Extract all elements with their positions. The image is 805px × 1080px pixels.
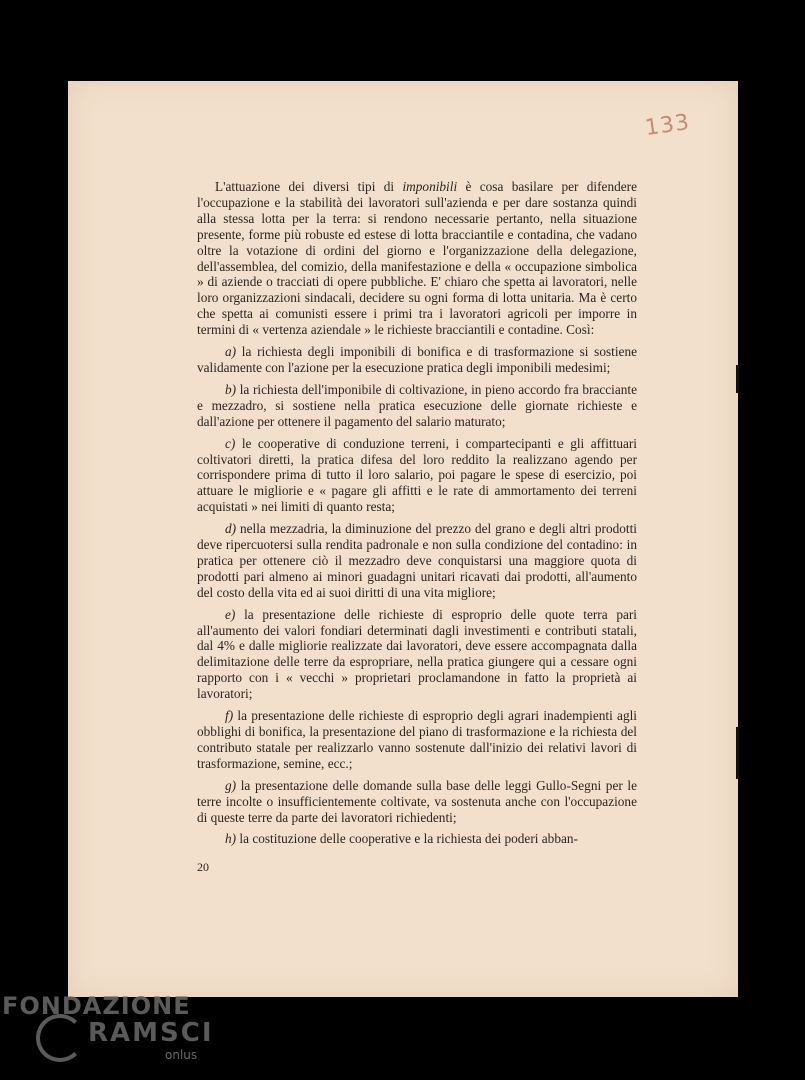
list-letter: g) [225,777,237,793]
watermark-line1: FONDAZIONE [2,992,191,1020]
list-item-c [197,436,637,516]
list-text: la richiesta degli imponibili di bonifica e di trasformazione si sostiene validamente con l'azione per la esecuzione pratica degli imponibili medesimi; [197,344,637,375]
watermark-suffix: onlus [165,1048,198,1062]
list-letter: f) [225,708,234,724]
list-text: la richiesta dell'imponibile di coltivazione, in pieno accordo fra bracciante e mezzadro, si sostiene nella pratica esecuzione delle giornate richieste e dall'azione per ottenere il pagamento del salario maturato; [197,381,637,429]
list-text: la costituzione delle cooperative e la richiesta dei poderi abban- [239,831,578,847]
intro-italic-term: imponibili [402,179,458,194]
list-letter: c) [225,435,236,451]
list-text: nella mezzadria, la diminuzione del prezzo del grano e degli altri prodotti deve ripercuotersi sulla rendita padronale e non sulla condizione del contadino: in pratica per ottenere ciò il mezzadro deve conquistarsi una maggiore quota di prodotti pari almeno ai minori guadagni unitari ricavati dai prodotti, all'aumento del costo della vita ed ai suoi diritti di una vita migliore; [197,521,637,600]
list-text: la presentazione delle domande sulla base delle leggi Gullo-Segni per le terre incolte o insufficientemente coltivate, va sostenuta anche con l'occupazione di queste terre da parte dei lavoratori richiedenti; [197,777,638,825]
list-letter: e) [225,606,236,622]
intro-text-before: L'attuazione dei diversi tipi di [215,179,403,194]
list-item-e [197,607,637,702]
list-item-h [197,831,637,847]
list-letter: h) [225,831,237,847]
intro-text-after: è cosa basilare per difendere l'occupazione e la stabilità dei lavoratori sull'azienda e per dare sostanza quindi alla stessa lotta per la terra: si rendono necessarie pertanto, nella situazione presente, forme più robuste ed estese di lotta bracciantile e contadina, che vadano oltre la votazione di ordini del giorno e l'organizzazione della delegazione, dell'assemblea, del comizio, della manifestazione e della « occupazione simbolica » di aziende o tracciati di opere pubbliche. E' chiaro che spetta ai lavoratori, nelle loro organizzazioni sindacali, decidere su ogni forma di lotta unitaria. Ma è certo che spetta ai comunisti essere i primi tra i lavoratori agricoli per imporre in termini di « vertenza aziendale » le richieste bracciantili e contadine. Così: [197,179,637,338]
scan-edge-mark [736,727,739,779]
list-item-a [197,344,637,376]
intro-paragraph [197,179,637,338]
list-item-b [197,382,637,430]
list-item-d [197,521,637,601]
list-text: la presentazione delle richieste di esproprio degli agrari inadempienti agli obblighi di bonifica, la presentazione del piano di trasformazione e la richiesta del contributo statale per realizzarlo vanno sostenute dall'inizio dei relativi lavori di trasformazione, semine, ecc.; [197,708,637,771]
list-letter: b) [225,381,237,397]
document-page [68,81,738,997]
watermark-line2: RAMSCI [88,1018,214,1048]
list-item-f [197,708,637,772]
list-item-g [197,778,637,826]
gramsci-g-logo-icon [36,1014,84,1062]
list-letter: a) [225,344,237,360]
fondazione-gramsci-watermark [2,992,214,1072]
list-text: la presentazione delle richieste di esproprio delle quote terra pari all'aumento dei valori fondiari determinati dagli investimenti e contributi statali, dal 4% e dalle migliorie realizzate dai lavoratori, deve essere accompagnata dalla delimitazione delle terre da espropriare, nella pratica giungere qui a cessare ogni rapporto con i « vecchi » proprietari proclamandone in fatto la proprietà ai lavoratori; [197,606,637,702]
handwritten-archive-number: 133 [643,109,692,142]
scan-edge-mark [736,365,739,393]
list-text: le cooperative di conduzione terreni, i compartecipanti e gli affittuari coltivatori diretti, la pratica difesa del loro reddito la realizzano agendo per corrispondere prima di tutto il loro salario, poi pagare le spese di esercizio, poi attuare le migliorie e « pagare gli affitti e le rate di ammortamento dei terreni acquistati » nei limiti di quanto resta; [197,435,637,515]
body-text [197,179,637,853]
list-letter: d) [225,521,237,537]
page-number: 20 [197,860,209,874]
